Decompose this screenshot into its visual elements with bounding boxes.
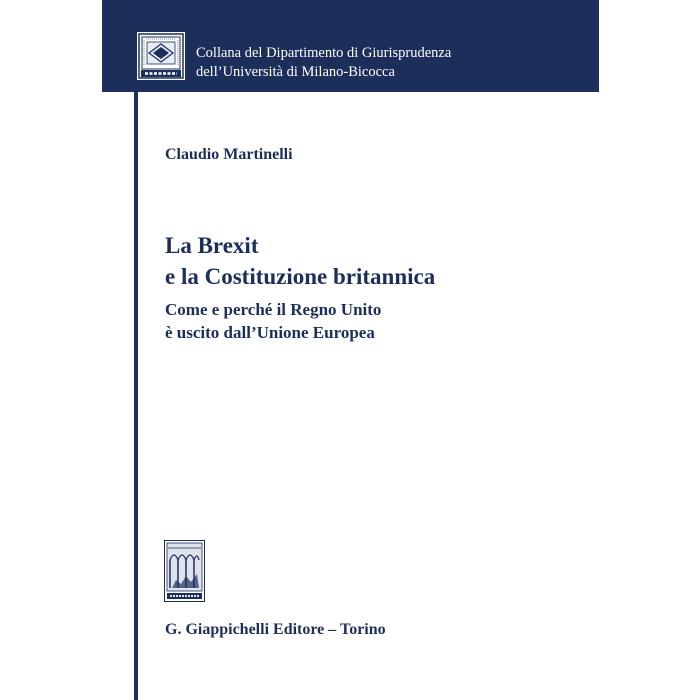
book-subtitle-line-2: è uscito dall’Unione Europea [165, 323, 375, 342]
series-header-band [102, 0, 599, 92]
book-subtitle-line-1: Come e perché il Regno Unito [165, 300, 382, 319]
book-subtitle [165, 298, 381, 344]
series-title [196, 44, 451, 82]
series-title-line-2: dell’Università di Milano-Bicocca [196, 64, 395, 80]
publisher-emblem-icon [164, 540, 205, 602]
book-title-line-2: e la Costituzione britannica [165, 264, 436, 289]
vertical-accent-line [134, 92, 138, 700]
series-title-line-1: Collana del Dipartimento di Giurisprudenza [196, 45, 452, 61]
book-title [165, 230, 435, 292]
book-cover [102, 0, 599, 700]
publisher-name: G. Giappichelli Editore – Torino [165, 621, 386, 638]
author-name: Claudio Martinelli [165, 146, 293, 163]
book-title-line-1: La Brexit [165, 233, 259, 258]
university-seal-icon [137, 32, 185, 80]
